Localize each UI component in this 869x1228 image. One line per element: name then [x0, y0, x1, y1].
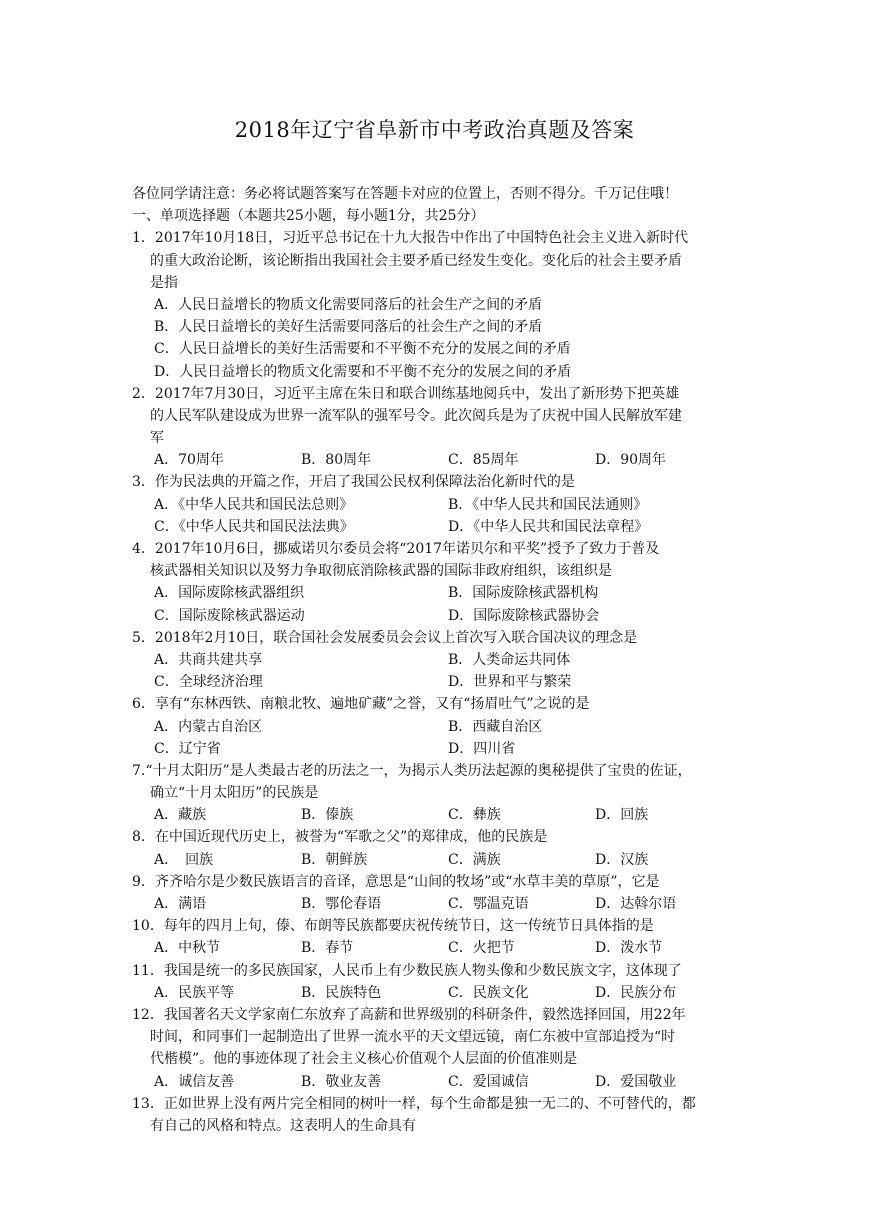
answer-option: D．90周年 — [595, 452, 667, 469]
answer-option: A．满语 — [154, 896, 207, 912]
question-stem-continued: 核武器相关知识以及努力争取彻底消除核武器的国际非政府组织，该组织是 — [150, 563, 612, 580]
answer-option: A．藏族 — [154, 807, 207, 824]
question — [132, 627, 742, 694]
question-stem-continued: 军 — [150, 430, 164, 447]
answer-option: C．彝族 — [448, 807, 501, 824]
option-row — [132, 494, 742, 516]
answer-option: C．辽宁省 — [154, 740, 221, 757]
answer-option: B．人类命运共同体 — [448, 651, 571, 668]
question-stem-continued: 的重大政治论断，该论断指出我国社会主要矛盾已经发生变化。变化后的社会主要矛盾 — [150, 252, 682, 269]
question-stem-continued: 确立“十月太阳历”的民族是 — [150, 785, 319, 802]
question-list — [132, 227, 742, 1137]
answer-option: C．《中华人民共和国民法法典》 — [154, 518, 354, 535]
question — [132, 538, 742, 627]
question — [132, 871, 742, 915]
question-stem-continued: 时间，和同事们一起制造出了世界一流水平的天文望远镜，南仁东被中宣部追授为“时 — [150, 1029, 676, 1046]
option-row — [132, 361, 742, 383]
question-stem: 7.“十月太阳历”是人类最古老的历法之一，为揭示人类历法起源的奥秘提供了宝贵的佐证， — [132, 762, 692, 779]
question-stem-continued: 是指 — [150, 274, 178, 291]
answer-option: D．国际废除核武器协会 — [448, 607, 600, 624]
exam-content — [132, 183, 742, 1137]
question-stem: 13．正如世界上没有两片完全相同的树叶一样，每个生命都是独一无二的、不可替代的，都 — [132, 1095, 696, 1112]
page-title: 2018年辽宁省阜新市中考政治真题及答案 — [234, 118, 635, 142]
question — [132, 383, 742, 472]
answer-option: A．国际废除核武器组织 — [154, 585, 305, 602]
section-heading: 一、单项选择题（本题共25小题，每小题1分，共25分） — [132, 208, 485, 225]
answer-option: B．国际废除核武器机构 — [448, 585, 599, 602]
option-row — [132, 671, 742, 693]
question-stem: 5．2018年2月10日，联合国社会发展委员会会议上首次写入联合国决议的理念是 — [132, 629, 638, 646]
question — [132, 1004, 742, 1093]
answer-option: C．火把节 — [448, 940, 515, 957]
answer-option: B．《中华人民共和国民法通则》 — [448, 496, 648, 513]
question-stem: 12．我国著名天文学家南仁东放弃了高薪和世界级别的科研条件，毅然选择回国，用22年 — [132, 1006, 686, 1023]
answer-option: A．中秋节 — [154, 940, 221, 957]
question-stem: 8．在中国近现代历史上，被誉为“军歌之父”的郑律成，他的民族是 — [132, 829, 548, 846]
question — [132, 227, 742, 382]
answer-option: A．诚信友善 — [154, 1073, 235, 1090]
option-row — [132, 338, 742, 360]
question-stem: 10．每年的四月上旬，傣、布朗等民族都要庆祝传统节日，这一传统节日具体指的是 — [132, 918, 654, 935]
answer-option: D．汉族 — [595, 851, 649, 868]
option-row — [132, 716, 742, 738]
answer-option: B．鄂伦春语 — [301, 896, 382, 912]
question — [132, 960, 742, 1004]
answer-option: D．民族分布 — [595, 984, 677, 1001]
question-stem: 3．作为民法典的开篇之作，开启了我国公民权利保障法治化新时代的是 — [132, 474, 575, 491]
answer-option: D．达斡尔语 — [595, 896, 677, 912]
option-row — [132, 1071, 742, 1093]
question-stem: 4．2017年10月6日，挪威诺贝尔委员会将“2017年诺贝尔和平奖”授予了致力于普及 — [132, 541, 660, 557]
answer-option: D．四川省 — [448, 740, 516, 757]
option-row — [132, 849, 742, 871]
answer-option: B．朝鲜族 — [301, 851, 368, 868]
answer-option: D．爱国敬业 — [595, 1073, 677, 1090]
answer-option: C．民族文化 — [448, 984, 529, 1001]
option-row — [132, 582, 742, 604]
answer-option: A．《中华人民共和国民法总则》 — [154, 496, 354, 513]
question-stem-continued: 的人民军队建设成为世界一流军队的强军号令。此次阅兵是为了庆祝中国人民解放军建 — [150, 407, 682, 424]
option-row — [132, 449, 742, 471]
answer-option: B．春节 — [301, 940, 354, 957]
option-row — [132, 893, 742, 915]
notice-text: 各位同学请注意：务必将试题答案写在答题卡对应的位置上，否则不得分。千万记住哦！ — [132, 186, 678, 202]
answer-option: A．共商共建共享 — [154, 651, 263, 668]
answer-option: C．鄂温克语 — [448, 896, 529, 912]
question-stem-continued: 代楷模”。他的事迹体现了社会主义核心价值观个人层面的价值准则是 — [150, 1051, 578, 1068]
answer-option: B．西藏自治区 — [448, 718, 543, 735]
question-stem: 6．享有“东林西铁、南粮北牧、遍地矿藏”之誉，又有“扬眉吐气”之说的是 — [132, 696, 590, 713]
answer-option: B．人民日益增长的美好生活需要同落后的社会生产之间的矛盾 — [154, 319, 543, 336]
question-stem: 2．2017年7月30日，习近平主席在朱日和联合训练基地阅兵中，发出了新形势下把英雄 — [132, 385, 680, 402]
question-stem: 11．我国是统一的多民族国家，人民币上有少数民族人物头像和少数民族文字，这体现了 — [132, 962, 682, 979]
answer-option: A．70周年 — [154, 452, 224, 469]
question — [132, 693, 742, 760]
option-row — [132, 294, 742, 316]
answer-option: C．爱国诚信 — [448, 1073, 529, 1090]
question-stem: 9．齐齐哈尔是少数民族语言的音译，意思是“山间的牧场”或“水草丰美的草原”，它是 — [132, 873, 660, 890]
option-row — [132, 738, 742, 760]
answer-option: D．泼水节 — [595, 940, 663, 957]
answer-option: A．人民日益增长的物质文化需要同落后的社会生产之间的矛盾 — [154, 296, 543, 313]
answer-option: B．80周年 — [301, 452, 372, 469]
option-row — [132, 804, 742, 826]
question — [132, 915, 742, 959]
answer-option: D．世界和平与繁荣 — [448, 674, 572, 691]
answer-option: C．满族 — [448, 851, 501, 868]
answer-option: D．《中华人民共和国民法章程》 — [448, 518, 649, 535]
option-row — [132, 316, 742, 338]
option-row — [132, 982, 742, 1004]
question — [132, 826, 742, 870]
option-row — [132, 937, 742, 959]
answer-option: C．85周年 — [448, 452, 519, 469]
question — [132, 1093, 742, 1137]
option-row — [132, 649, 742, 671]
answer-option: D．回族 — [595, 807, 649, 824]
answer-option: D．人民日益增长的物质文化需要和不平衡不充分的发展之间的矛盾 — [154, 363, 572, 380]
answer-option: B．民族特色 — [301, 984, 382, 1001]
answer-option: B．傣族 — [301, 807, 354, 824]
answer-option: B．敬业友善 — [301, 1073, 382, 1090]
question — [132, 471, 742, 538]
answer-option: C．全球经济治理 — [154, 674, 263, 691]
question-stem: 1．2017年10月18日，习近平总书记在十九大报告中作出了中国特色社会主义进入新时代 — [132, 230, 689, 247]
question — [132, 760, 742, 827]
answer-option: C．人民日益增长的美好生活需要和不平衡不充分的发展之间的矛盾 — [154, 341, 571, 358]
answer-option: A．内蒙古自治区 — [154, 718, 263, 735]
option-row — [132, 605, 742, 627]
option-row — [132, 516, 742, 538]
answer-option: C．国际废除核武器运动 — [154, 607, 305, 624]
answer-option: A．民族平等 — [154, 984, 235, 1001]
question-stem-continued: 有自己的风格和特点。这表明人的生命具有 — [150, 1117, 416, 1134]
answer-option: A． 回族 — [154, 851, 214, 868]
